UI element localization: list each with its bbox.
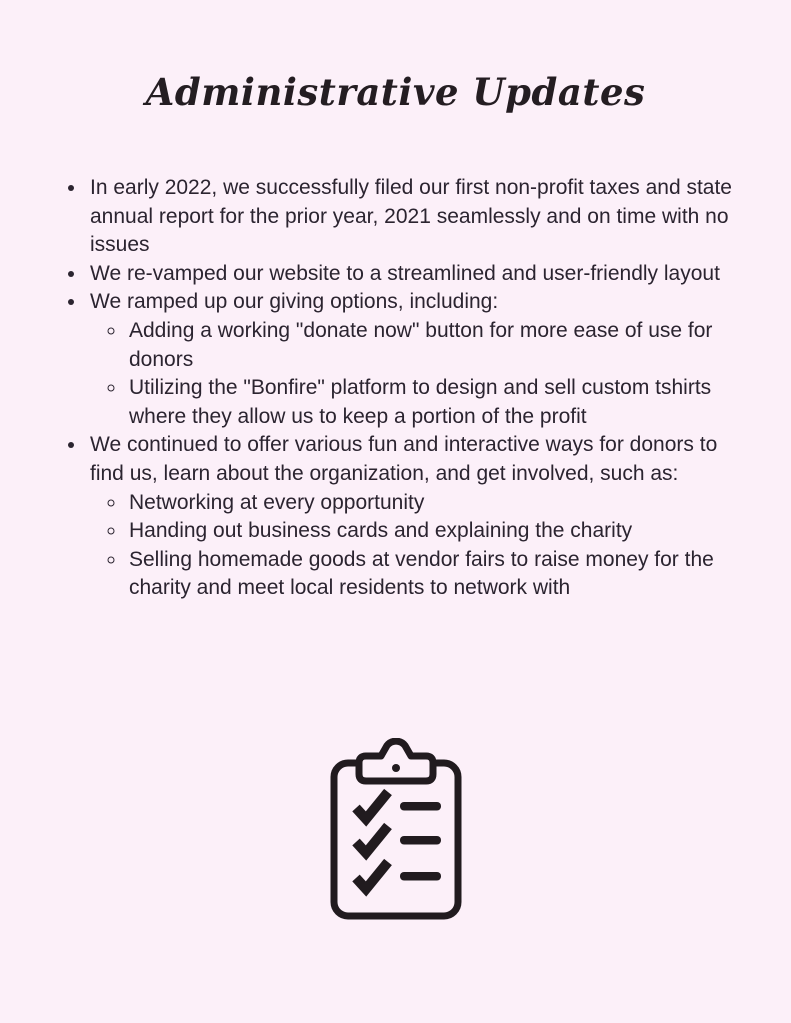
list-subitem-text: Adding a working "donate now" button for more ease of use for donors	[129, 318, 713, 371]
list-subitem	[127, 489, 747, 518]
list-subitem	[127, 374, 747, 431]
list-subitem	[127, 517, 747, 546]
list-item-text: We continued to offer various fun and interactive ways for donors to find us, learn about the organization, and get involved, such as:	[90, 433, 718, 485]
list-item	[87, 260, 747, 289]
list-item-text: In early 2022, we successfully filed our first non-profit taxes and state annual report for the prior year, 2021 seamlessly and on time with no issues	[90, 176, 732, 257]
list-subitem-text: Handing out business cards and explaining the charity	[129, 519, 633, 543]
list-item	[87, 288, 747, 431]
list-subitem	[127, 546, 747, 603]
updates-sublist	[90, 489, 747, 603]
list-subitem-text: Networking at every opportunity	[129, 490, 425, 514]
list-item-text: We ramped up our giving options, including:	[90, 290, 499, 314]
list-subitem	[127, 317, 747, 374]
list-item	[87, 431, 747, 603]
clipboard-checklist-icon	[329, 738, 463, 924]
list-subitem-text: Selling homemade goods at vendor fairs to raise money for the charity and meet local residents to network with	[129, 547, 714, 600]
updates-list	[64, 174, 747, 603]
list-subitem-text: Utilizing the "Bonfire" platform to design and sell custom tshirts where they allow us to keep a portion of the profit	[129, 376, 712, 428]
list-item-text: We re-vamped our website to a streamlined and user-friendly layout	[90, 261, 720, 285]
page-title: Administrative Updates	[145, 70, 646, 114]
list-item	[87, 174, 747, 260]
updates-list-section	[64, 174, 747, 603]
updates-sublist	[90, 317, 747, 431]
